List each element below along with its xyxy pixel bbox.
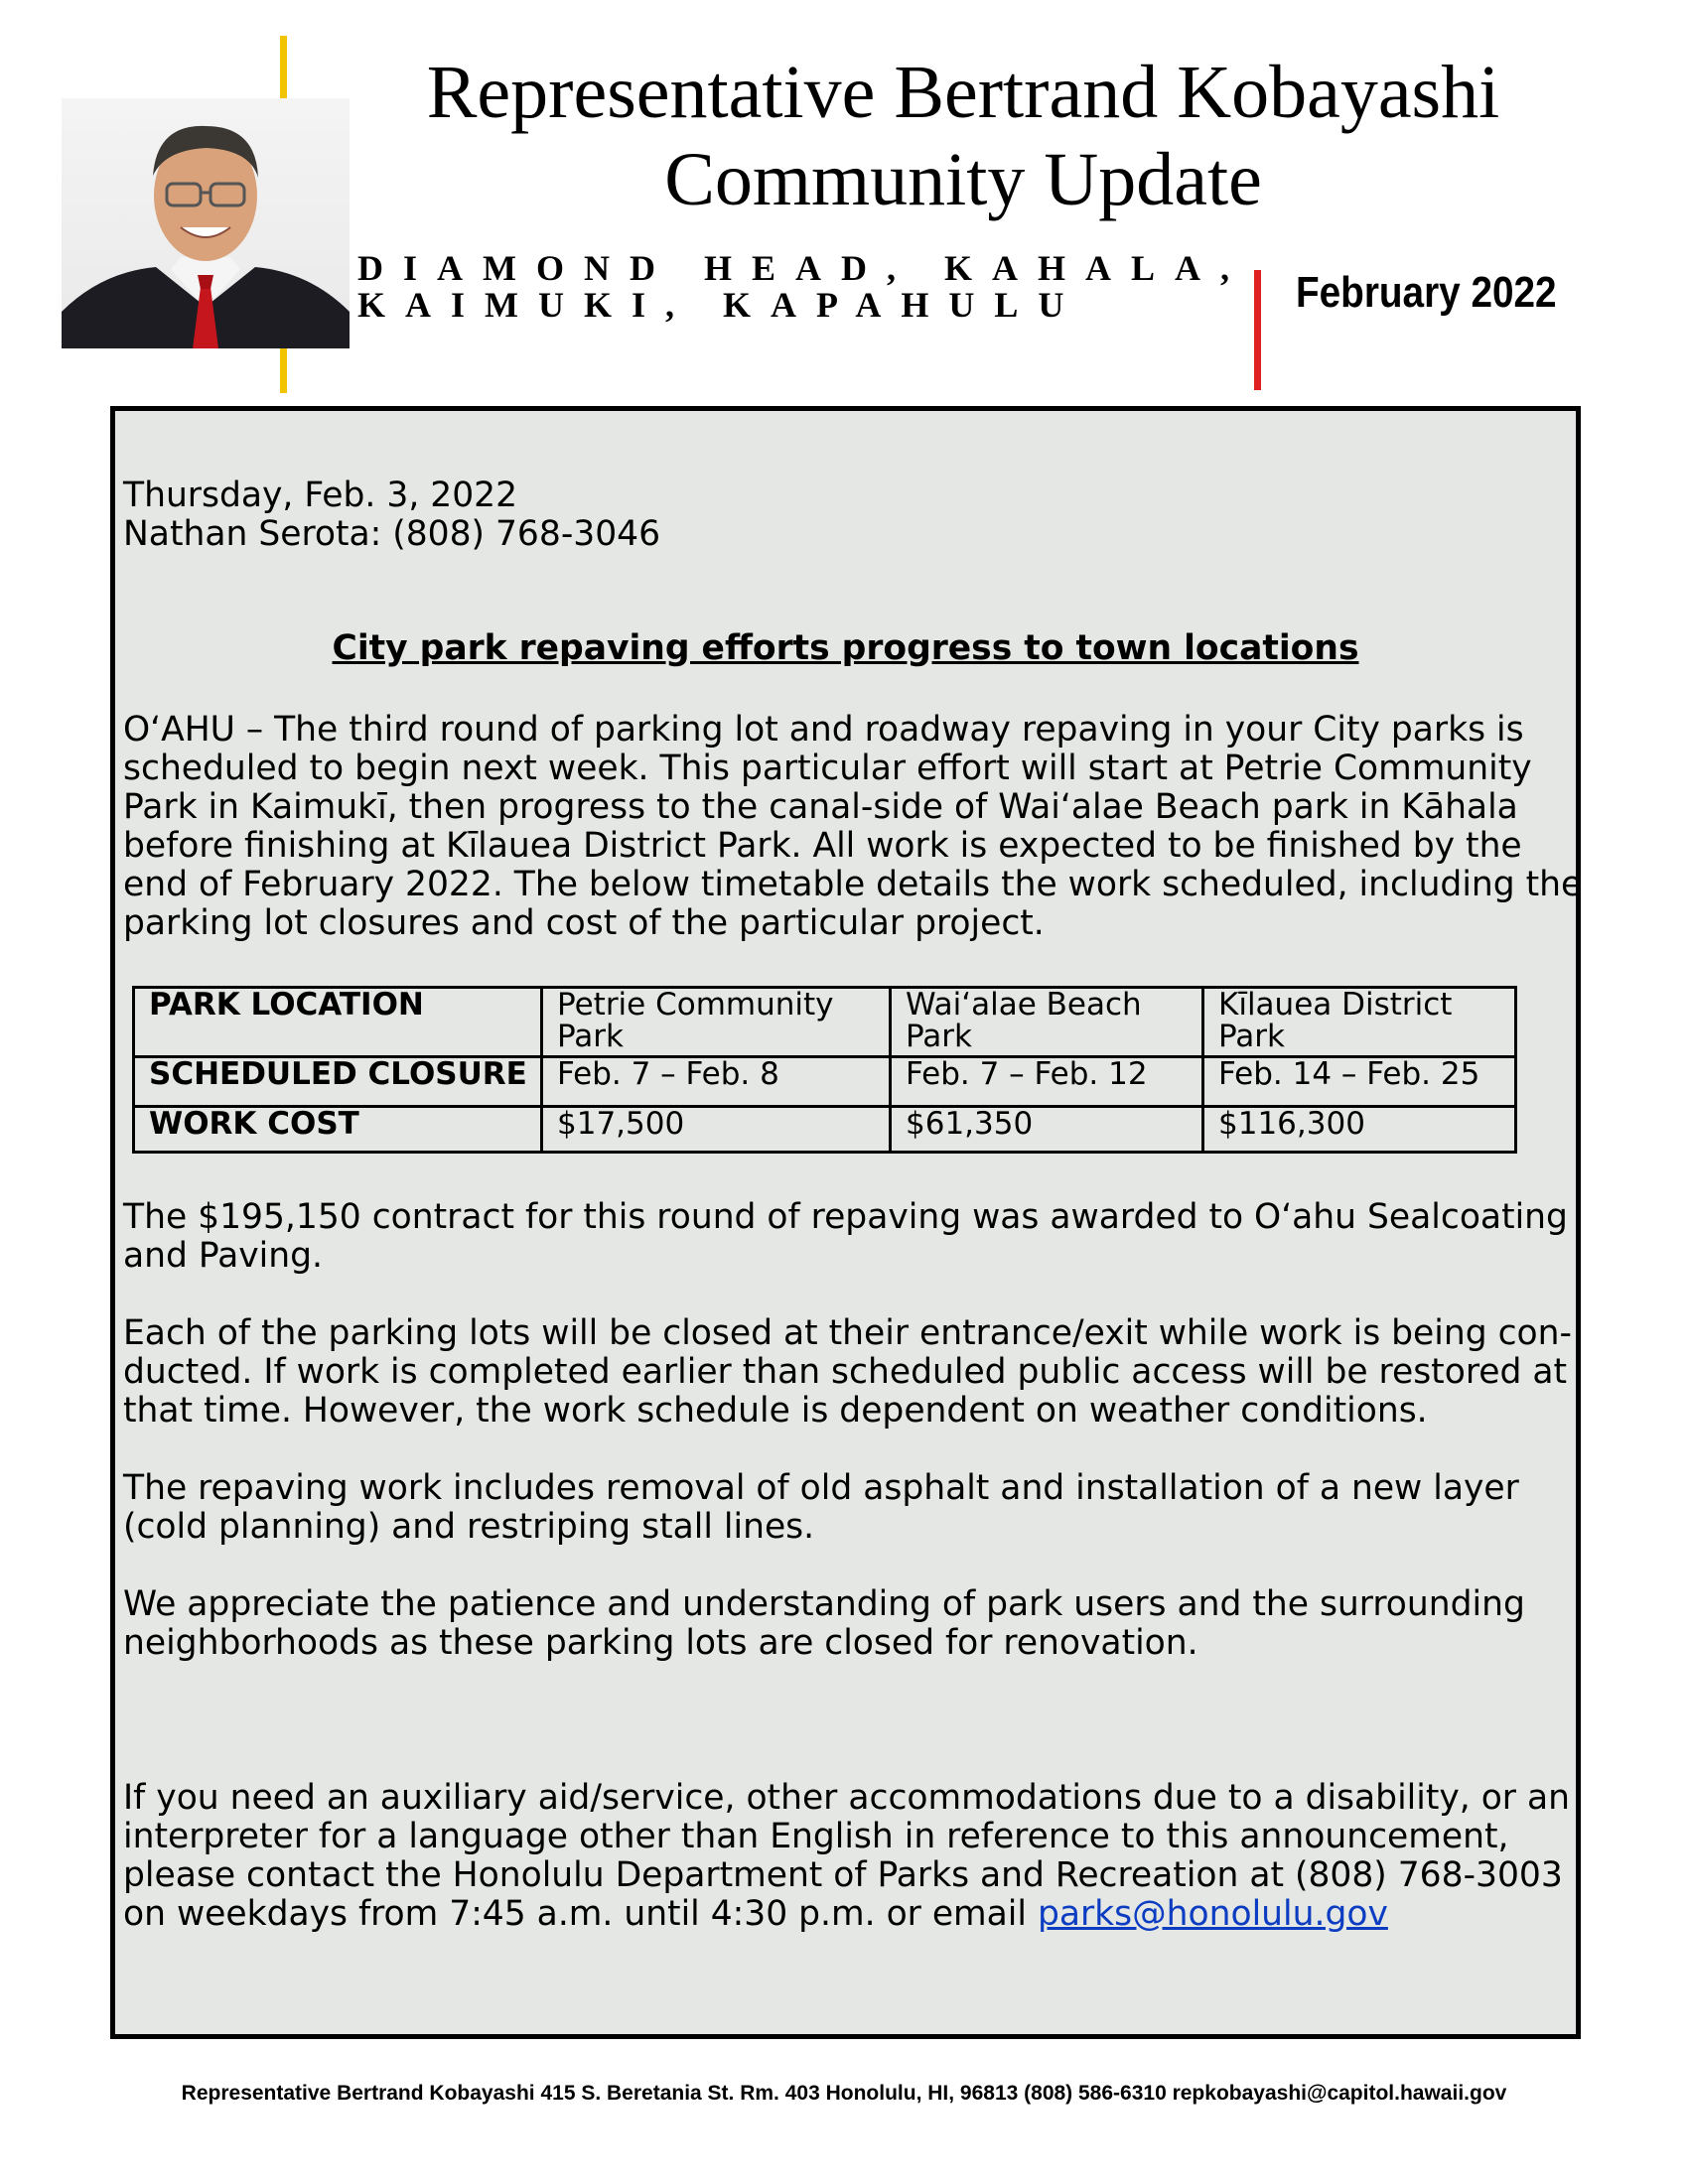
press-contact: Nathan Serota: (808) 768-3046	[123, 514, 661, 554]
paragraph-line: We appreciate the patience and understanding of park users and the surrounding	[123, 1584, 1525, 1624]
paragraph-line: ducted. If work is completed earlier than scheduled public access will be restored at	[123, 1352, 1568, 1392]
paragraph-line: that time. However, the work schedule is dependent on weather conditions.	[123, 1391, 1428, 1431]
paragraph-line: (cold planning) and restriping stall lines.	[123, 1507, 815, 1547]
cost-cell: $17,500	[542, 1107, 891, 1153]
paragraph-line: before finishing at Kīlauea District Park. All work is expected to be finished by the	[123, 826, 1522, 866]
article-headline: City park repaving efforts progress to town locations	[332, 628, 1359, 668]
table-row	[134, 1107, 1516, 1153]
issue-date: February 2022	[1296, 268, 1557, 317]
row-label-work-cost: WORK COST	[134, 1107, 542, 1153]
park-name: Park	[1218, 1019, 1285, 1054]
district-names-line1: DIAMOND HEAD, KAHALA,	[357, 248, 1250, 288]
paragraph-line: Park in Kaimukī, then progress to the canal-side of Wai‘alae Beach park in Kāhala	[123, 787, 1518, 827]
closure-cell: Feb. 7 – Feb. 8	[542, 1057, 891, 1107]
paragraph-line: scheduled to begin next week. This particular effort will start at Petrie Community	[123, 749, 1532, 788]
park-name-cell	[1203, 988, 1516, 1057]
paragraph-line: end of February 2022. The below timetable details the work scheduled, including the	[123, 865, 1583, 904]
row-label-park-location: PARK LOCATION	[134, 988, 542, 1057]
table-row	[134, 1057, 1516, 1107]
table-row	[134, 988, 1516, 1057]
paragraph-line: and Paving.	[123, 1236, 324, 1276]
park-name-cell	[542, 988, 891, 1057]
park-name-cell	[891, 988, 1203, 1057]
paragraph-line: If you need an auxiliary aid/service, other accommodations due to a disability, or an	[123, 1778, 1570, 1818]
park-name: Wai‘alae Beach	[906, 987, 1142, 1023]
accent-bar-top	[280, 36, 287, 98]
paragraph-line-text: on weekdays from 7:45 a.m. until 4:30 p.m. or email	[123, 1894, 1038, 1934]
park-name: Park	[557, 1019, 624, 1054]
park-name: Petrie Community	[557, 987, 834, 1023]
closure-cell: Feb. 14 – Feb. 25	[1203, 1057, 1516, 1107]
paragraph-line: please contact the Honolulu Department of Parks and Recreation at (808) 768-3003	[123, 1855, 1563, 1895]
page-title: Representative Bertrand Kobayashi	[426, 51, 1500, 134]
schedule-table	[132, 986, 1517, 1154]
footer-contact: Representative Bertrand Kobayashi 415 S. Beretania St. Rm. 403 Honolulu, HI, 96813 (808) 586-6310 repkobayashi@capitol.hawaii.gov	[181, 2082, 1507, 2105]
park-name: Park	[906, 1019, 972, 1054]
paragraph-line: parking lot closures and cost of the particular project.	[123, 903, 1045, 943]
closure-cell: Feb. 7 – Feb. 12	[891, 1057, 1203, 1107]
paragraph-line: interpreter for a language other than English in reference to this announcement,	[123, 1817, 1509, 1856]
date-divider	[1254, 270, 1261, 390]
paragraph-line-with-link	[123, 1895, 1388, 1934]
cost-cell: $116,300	[1203, 1107, 1516, 1153]
representative-photo	[62, 98, 350, 348]
paragraph-line: neighborhoods as these parking lots are closed for renovation.	[123, 1623, 1198, 1663]
page-subtitle: Community Update	[664, 138, 1262, 221]
park-name: Kīlauea District	[1218, 987, 1453, 1023]
district-names-line2: KAIMUKI, KAPAHULU	[357, 285, 1084, 325]
row-label-scheduled-closure: SCHEDULED CLOSURE	[134, 1057, 542, 1107]
parks-email-link[interactable]: parks@honolulu.gov	[1037, 1894, 1388, 1934]
paragraph-line: The repaving work includes removal of old asphalt and installation of a new layer	[123, 1468, 1519, 1508]
paragraph-line: O‘AHU – The third round of parking lot and roadway repaving in your City parks is	[123, 710, 1524, 750]
accent-bar-bottom	[280, 348, 287, 393]
cost-cell: $61,350	[891, 1107, 1203, 1153]
release-date: Thursday, Feb. 3, 2022	[123, 476, 518, 515]
paragraph-line: Each of the parking lots will be closed at their entrance/exit while work is being con-	[123, 1313, 1572, 1353]
paragraph-line: The $195,150 contract for this round of repaving was awarded to O‘ahu Sealcoating	[123, 1197, 1568, 1237]
